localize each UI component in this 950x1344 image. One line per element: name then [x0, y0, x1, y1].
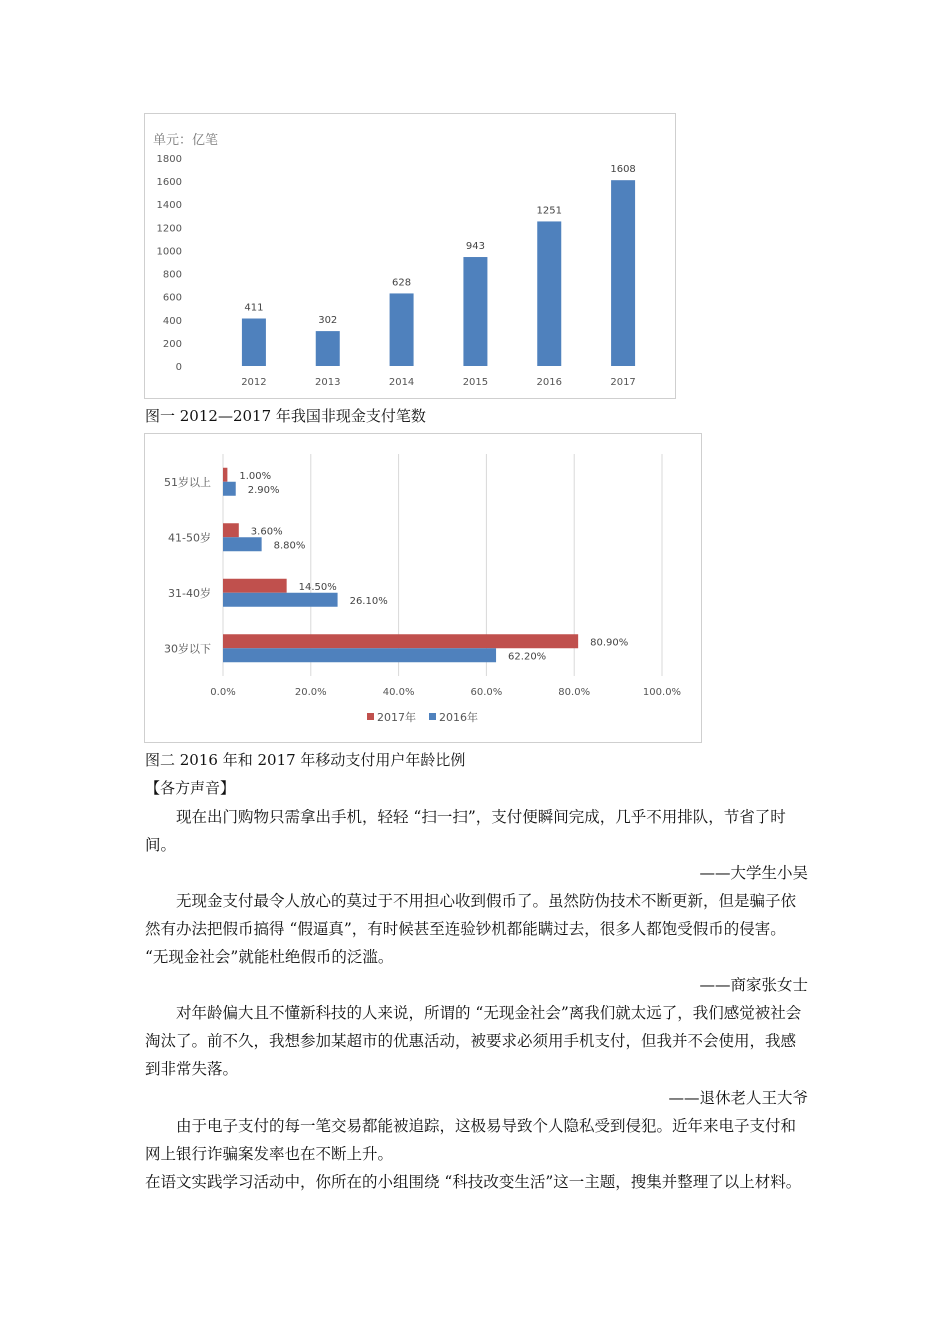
- x-tick-label: 2016: [536, 377, 562, 388]
- y-tick-label: 1400: [156, 200, 182, 212]
- bar: [223, 537, 262, 551]
- data-label: 8.80%: [273, 540, 306, 552]
- y-category-label: 51岁以上: [164, 475, 211, 489]
- paragraph-5: [145, 1168, 810, 1196]
- data-label: 302: [318, 315, 338, 327]
- y-tick-label: 200: [162, 338, 182, 350]
- x-tick-label: 20.0%: [294, 687, 327, 698]
- data-label: 3.60%: [250, 526, 283, 538]
- bar: [223, 593, 338, 607]
- x-tick-label: 2012: [241, 377, 267, 388]
- bar: [223, 482, 236, 496]
- data-label: 1251: [536, 205, 562, 217]
- paragraph-text: 由于电子支付的每一笔交易都能被追踪，这极易导致个人隐私受到侵犯。近年来电子支付和网上银行诈骗案发率也在不断上升。: [145, 1117, 797, 1163]
- x-tick-label: 60.0%: [470, 687, 503, 698]
- bar: [223, 523, 239, 537]
- bar-chart-svg: [145, 114, 675, 398]
- x-tick-label: 2015: [462, 377, 489, 388]
- x-tick-label: 2017: [610, 377, 636, 388]
- y-category-label: 30岁以下: [164, 642, 211, 656]
- signature-3: ——退休老人王大爷: [668, 1089, 808, 1107]
- data-label: 1608: [610, 164, 636, 176]
- paragraph-text: 无现金支付最令人放心的莫过于不用担心收到假币了。虽然防伪技术不断更新，但是骗子依然有办法把假币搞得 “假逼真”，有时候甚至连验钞机都能瞒过去，很多人都饱受假币的侵害。 “无现金社会”就能杜绝假币的泛滥。: [145, 892, 797, 966]
- data-label: 26.10%: [349, 595, 388, 607]
- bar: [223, 648, 496, 662]
- paragraph-text: 现在出门购物只需拿出手机，轻轻 “扫一扫”，支付便瞬间完成，几乎不用排队，节省了时间。: [145, 808, 786, 854]
- data-label: 943: [465, 241, 485, 253]
- bar: [316, 331, 340, 366]
- paragraph-1: [145, 803, 810, 859]
- y-tick-label: 400: [162, 315, 182, 327]
- x-tick-label: 2014: [388, 377, 415, 388]
- y-category-label: 41-50岁: [168, 531, 211, 545]
- x-tick-label: 100.0%: [642, 687, 682, 698]
- chart-payment-count: [144, 113, 676, 399]
- signature-1: ——大学生小吴: [699, 864, 808, 882]
- bar: [463, 257, 487, 366]
- data-label: 80.90%: [590, 637, 629, 649]
- paragraph-2: [145, 887, 810, 971]
- y-tick-label: 1000: [156, 246, 182, 258]
- signature-2: ——商家张女士: [699, 976, 808, 994]
- x-tick-label: 0.0%: [210, 687, 236, 698]
- hbar-chart-svg: [145, 434, 701, 742]
- data-label: 14.50%: [298, 581, 337, 593]
- data-label: 2.90%: [247, 484, 280, 496]
- paragraph-text: 在语文实践学习活动中，你所在的小组围绕 “科技改变生活”这一主题，搜集并整理了以上材料。: [145, 1173, 802, 1191]
- bar: [223, 468, 227, 482]
- y-tick-label: 1200: [156, 223, 182, 235]
- y-tick-label: 600: [162, 292, 182, 304]
- legend-label: 2017年: [377, 711, 416, 724]
- y-tick-label: 800: [162, 269, 182, 281]
- legend-swatch: [429, 713, 436, 720]
- chart-age-ratio: [144, 433, 702, 743]
- paragraph-3: [145, 999, 810, 1083]
- x-tick-label: 80.0%: [558, 687, 591, 698]
- y-category-label: 31-40岁: [168, 586, 211, 600]
- section-heading: 【各方声音】: [145, 779, 236, 797]
- figure-caption-1: 图一 2012—2017 年我国非现金支付笔数: [145, 407, 426, 425]
- bar: [242, 319, 266, 366]
- paragraph-4: [145, 1112, 810, 1168]
- y-tick-label: 0: [175, 362, 182, 373]
- legend-swatch: [367, 713, 374, 720]
- data-label: 1.00%: [239, 470, 272, 482]
- data-label: 411: [244, 302, 264, 314]
- x-tick-label: 40.0%: [382, 687, 415, 698]
- bar: [611, 180, 635, 366]
- y-tick-label: 1800: [156, 154, 182, 165]
- bar: [537, 221, 561, 366]
- paragraph-text: 对年龄偏大且不懂新科技的人来说，所谓的 “无现金社会”离我们就太远了，我们感觉被社会淘汰了。前不久，我想参加某超市的优惠活动，被要求必须用手机支付，但我并不会使用，我感到非常失落。: [145, 1004, 802, 1078]
- bar: [390, 293, 414, 366]
- data-label: 628: [392, 277, 412, 289]
- x-tick-label: 2013: [315, 377, 341, 388]
- unit-label: 单元：亿笔: [153, 133, 219, 148]
- figure-caption-2: 图二 2016 年和 2017 年移动支付用户年龄比例: [145, 751, 466, 769]
- y-tick-label: 1600: [156, 177, 182, 189]
- legend-label: 2016年: [439, 711, 478, 724]
- bar: [223, 634, 578, 648]
- bar: [223, 579, 287, 593]
- data-label: 62.20%: [508, 651, 547, 663]
